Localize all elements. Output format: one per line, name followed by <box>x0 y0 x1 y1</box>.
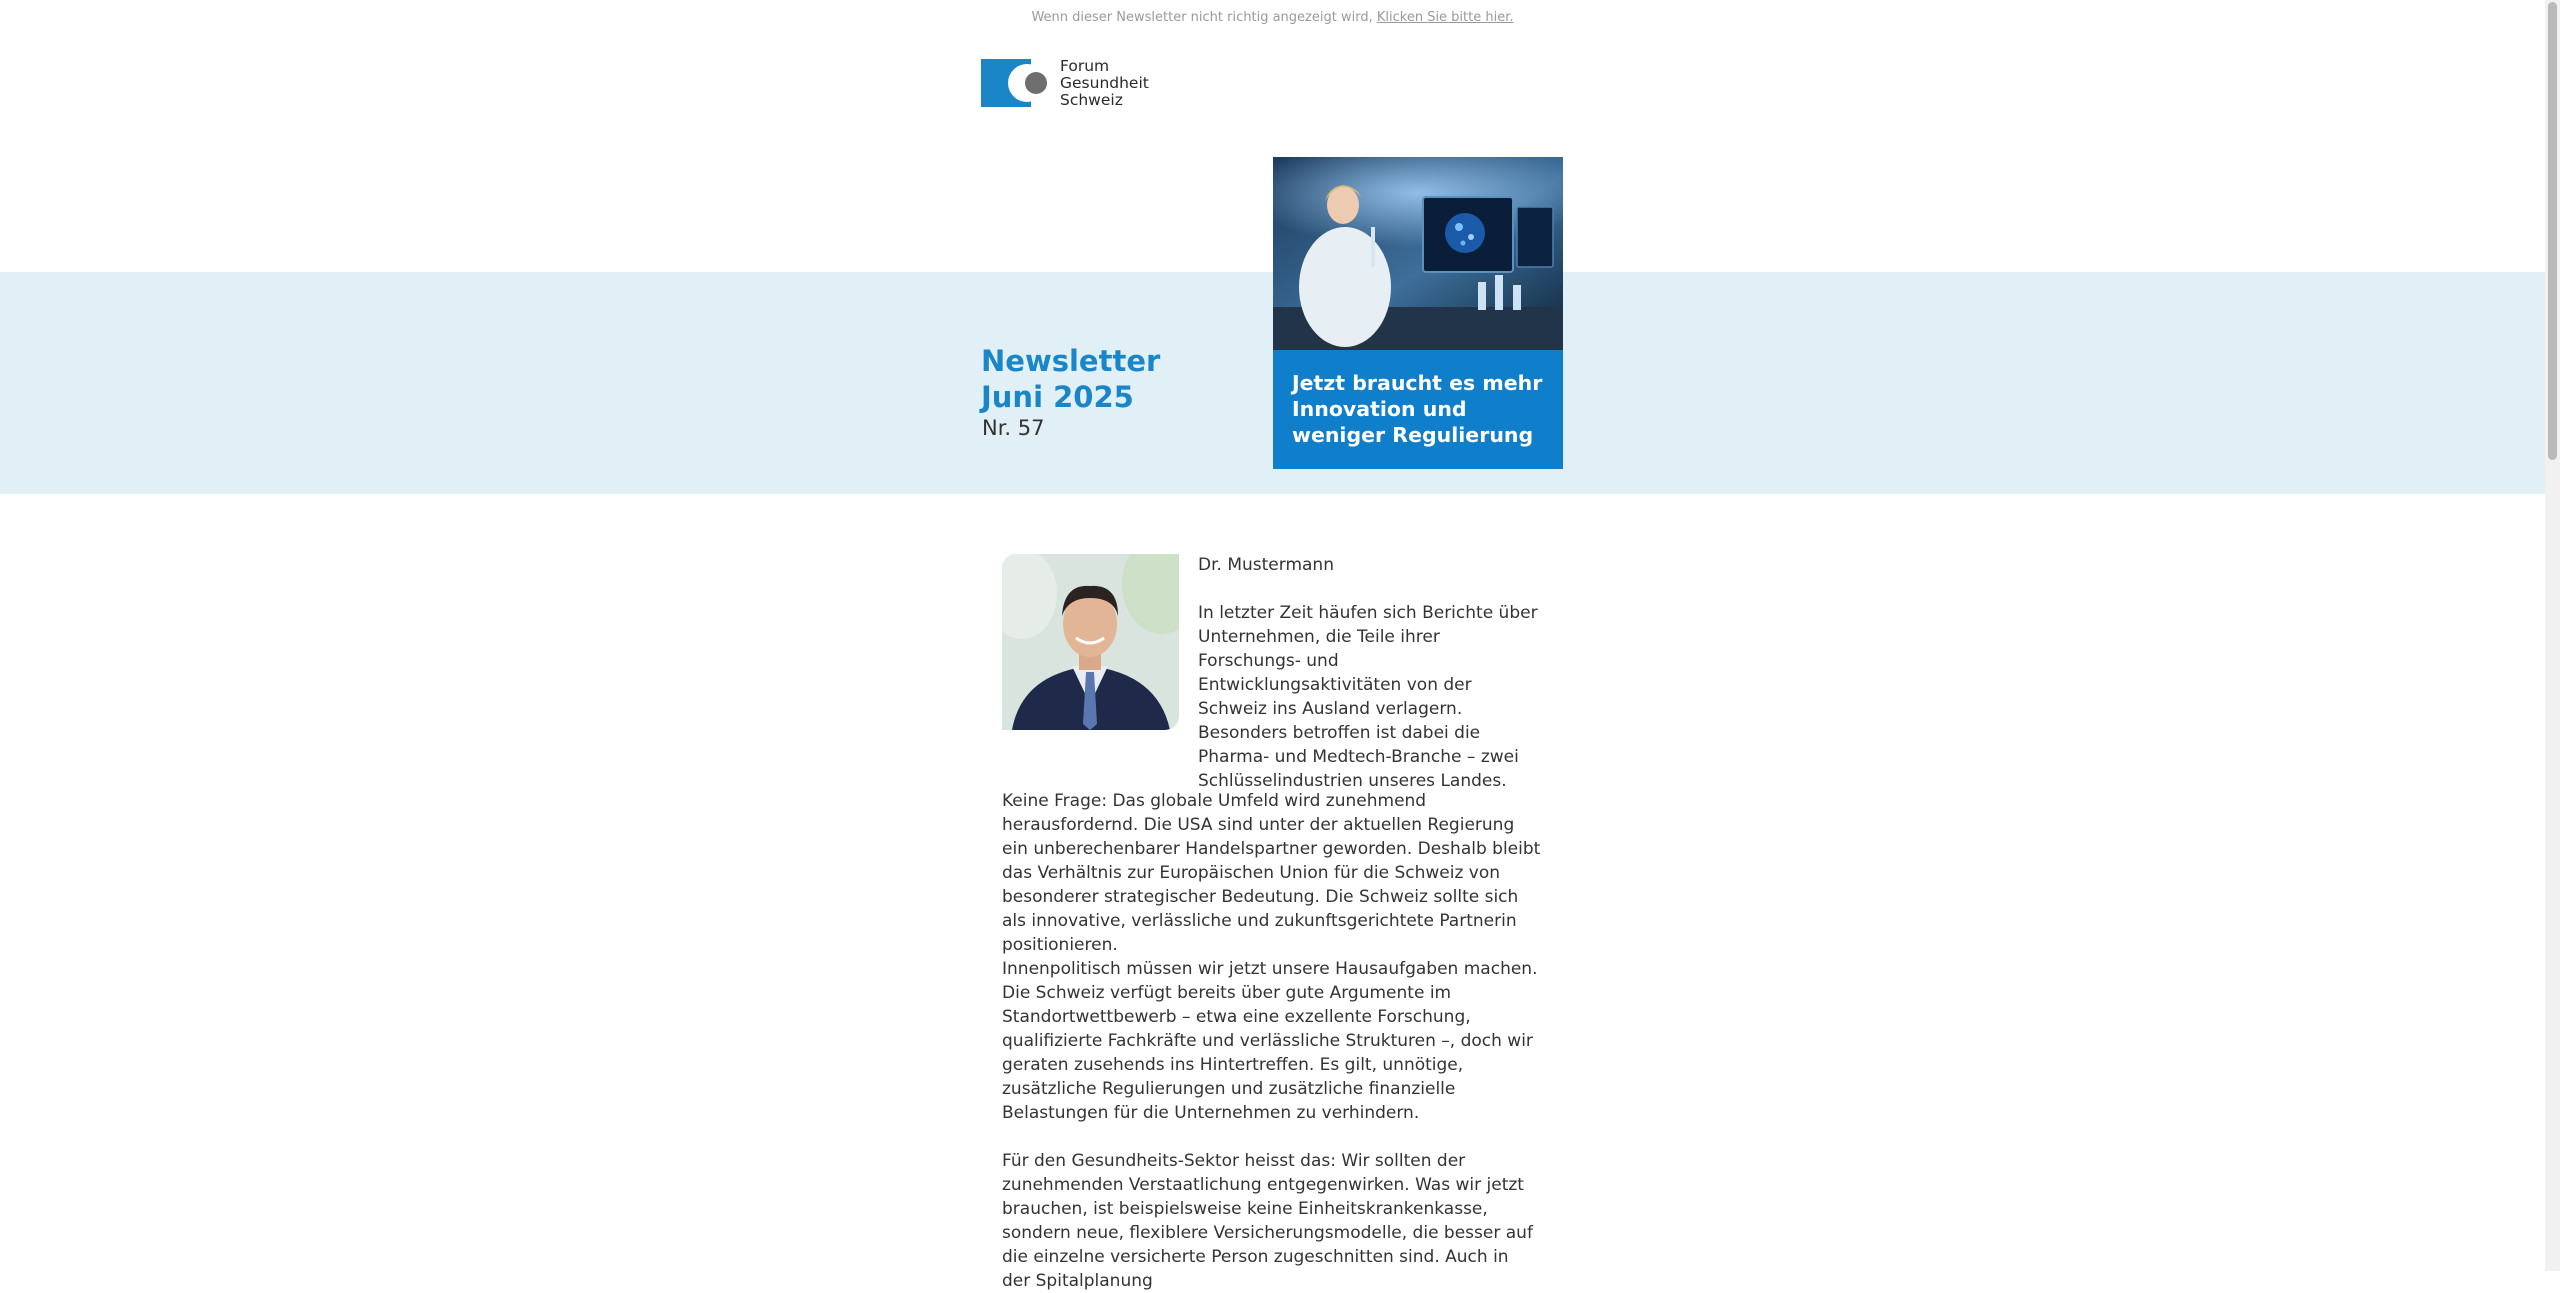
forum-logo-icon <box>981 59 1053 107</box>
newsletter-title <box>981 343 1160 415</box>
view-in-browser-link[interactable]: Klicken Sie bitte hier. <box>1376 10 1514 25</box>
intro-paragraph: In letzter Zeit häufen sich Berichte über Unternehmen, die Teile ihrer Forschungs- und Entwicklungsaktivitäten von der Schweiz ins Ausland verlagern. Besonders betroffen ist dabei die Pharma- und Medtech-Branche – zwei Schlüsselindustrien unseres Landes. <box>1198 603 1538 791</box>
hero-card[interactable] <box>1273 157 1563 469</box>
preheader <box>0 10 2545 25</box>
author-portrait-image <box>1002 554 1179 730</box>
article-paragraph-3: Für den Gesundheits-Sektor heisst das: Wir sollten der zunehmenden Verstaatlichung entgegenwirken. Was wir jetzt brauchen, ist beispielsweise keine Einheitskrankenkasse, sondern neue, flexiblere Versicherungsmodelle, die besser auf die einzelne versicherte Person zugeschnitten sind. Auch in der Spitalplanung <box>1002 1151 1533 1291</box>
article-paragraph-1: Keine Frage: Das globale Umfeld wird zunehmend herausfordernd. Die USA sind unter der aktuellen Regierung ein unberechenbarer Handelspartner geworden. Deshalb bleibt das Verhältnis zur Europäischen Union für die Schweiz von besonderer strategischer Bedeutung. Die Schweiz sollte sich als innovative, verlässliche und zukunftsgerichtete Partnerin positionieren. <box>1002 791 1541 955</box>
scrollbar-thumb[interactable] <box>2548 2 2557 460</box>
logo-line-3: Schweiz <box>1060 91 1123 109</box>
preheader-text: Wenn dieser Newsletter nicht richtig angezeigt wird, <box>1031 10 1373 25</box>
logo-line-1: Forum <box>1060 57 1110 75</box>
logo-wordmark <box>1060 58 1149 109</box>
hero-headline: Jetzt braucht es mehr Innovation und weniger Regulierung <box>1292 371 1543 447</box>
laboratory-researcher-image <box>1273 157 1563 350</box>
title-line-2: Juni 2025 <box>981 380 1134 414</box>
title-line-1: Newsletter <box>981 344 1161 378</box>
logo[interactable] <box>981 57 1151 111</box>
logo-line-2: Gesundheit <box>1060 74 1149 92</box>
issue-number: Nr. 57 <box>982 416 1045 440</box>
vertical-scrollbar[interactable] <box>2545 0 2560 1271</box>
article-paragraph-2: Innenpolitisch müssen wir jetzt unsere Hausaufgaben machen. Die Schweiz verfügt bereits über gute Argumente im Standortwettbewerb – etwa eine exzellente Forschung, qualifizierte Fachkräfte und verlässliche Strukturen –, doch wir geraten zusehends ins Hintertreffen. Es gilt, unnötige, zusätzliche Regulierungen und zusätzliche finanzielle Belastungen für die Unternehmen zu verhindern. <box>1002 959 1538 1123</box>
greeting: Dr. Mustermann <box>1198 555 1334 575</box>
